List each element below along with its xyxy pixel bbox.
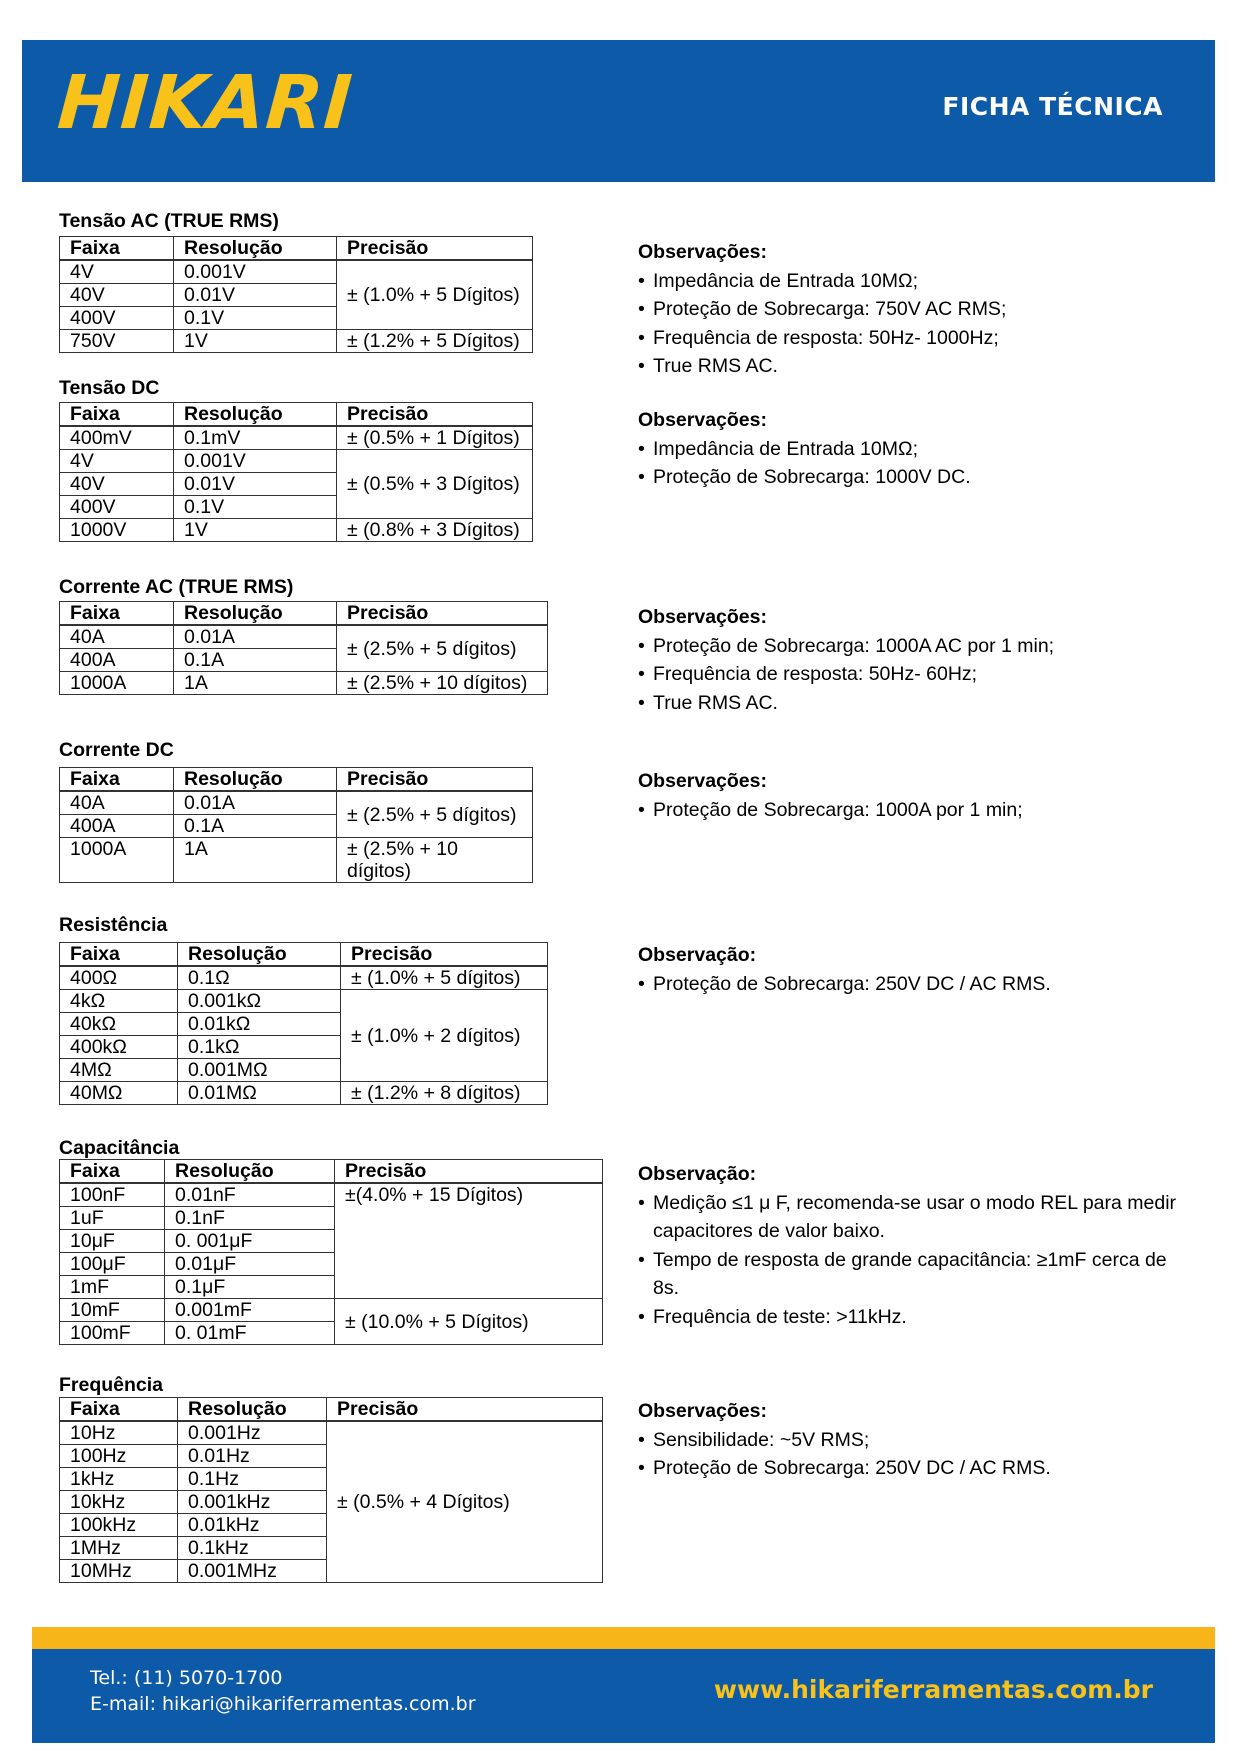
- cell-faixa: 1MHz: [60, 1537, 178, 1560]
- col-faixa: Faixa: [60, 1398, 178, 1422]
- table-row: [60, 990, 548, 1013]
- col-faixa: Faixa: [60, 237, 174, 261]
- cell-faixa: 10Hz: [60, 1421, 178, 1445]
- col-resolucao: Resolução: [174, 602, 337, 626]
- col-resolucao: Resolução: [174, 768, 337, 792]
- cell-precisao: ± (2.5% + 5 dígitos): [337, 791, 533, 838]
- col-resolucao: Resolução: [174, 403, 337, 427]
- cell-resolucao: 0.001V: [174, 450, 337, 473]
- cell-faixa: 40kΩ: [60, 1013, 178, 1036]
- table-row: [60, 1082, 548, 1105]
- table-row: [60, 450, 533, 473]
- cell-precisao: ± (1.0% + 5 dígitos): [341, 966, 548, 990]
- note-item: • Proteção de Sobrecarga: 750V AC RMS;: [638, 295, 1188, 324]
- col-faixa: Faixa: [60, 403, 174, 427]
- table-resistencia: [59, 942, 548, 1105]
- cell-resolucao: 0.001MHz: [178, 1560, 327, 1583]
- cell-resolucao: 0.01μF: [165, 1253, 335, 1276]
- cell-faixa: 10mF: [60, 1299, 165, 1322]
- table-row: [60, 625, 548, 649]
- cell-faixa: 40V: [60, 473, 174, 496]
- cell-faixa: 4kΩ: [60, 990, 178, 1013]
- notes-title: Observações:: [638, 409, 767, 431]
- col-precisao: Precisão: [337, 602, 548, 626]
- table-row: [60, 426, 533, 450]
- section-title-corrente-ac: Corrente AC (TRUE RMS): [59, 576, 294, 598]
- note-item: • Medição ≤1 μ F, recomenda-se usar o modo REL para medir capacitores de valor baixo.: [638, 1189, 1188, 1246]
- cell-faixa: 1000A: [60, 838, 174, 883]
- cell-resolucao: 0.001mF: [165, 1299, 335, 1322]
- table-header-row: [60, 768, 533, 792]
- notes-title: Observações:: [638, 1400, 767, 1422]
- cell-faixa: 100μF: [60, 1253, 165, 1276]
- table-header-row: [60, 1160, 603, 1184]
- cell-resolucao: 0.001kHz: [178, 1491, 327, 1514]
- notes-title: Observações:: [638, 770, 767, 792]
- cell-resolucao: 0.01V: [174, 473, 337, 496]
- header-banner: [22, 40, 1215, 182]
- footer-website-link[interactable]: www.hikariferramentas.com.br: [713, 1675, 1153, 1704]
- notes-title: Observações:: [638, 606, 767, 628]
- notes-tensao-ac: [638, 238, 1188, 381]
- cell-resolucao: 0.01MΩ: [178, 1082, 341, 1105]
- notes-resistencia: [638, 941, 1188, 998]
- col-faixa: Faixa: [60, 602, 174, 626]
- section-title-corrente-dc: Corrente DC: [59, 739, 174, 761]
- cell-resolucao: 0.1kΩ: [178, 1036, 341, 1059]
- cell-faixa: 1000V: [60, 519, 174, 542]
- footer-contact: [90, 1665, 476, 1717]
- cell-resolucao: 0.1Hz: [178, 1468, 327, 1491]
- table-row: [60, 1299, 603, 1322]
- col-faixa: Faixa: [60, 943, 178, 967]
- cell-faixa: 10MHz: [60, 1560, 178, 1583]
- table-row: [60, 260, 533, 284]
- table-row: [60, 966, 548, 990]
- col-precisao: Precisão: [335, 1160, 603, 1184]
- cell-resolucao: 0.01kΩ: [178, 1013, 341, 1036]
- table-row: [60, 1421, 603, 1445]
- cell-resolucao: 0.1μF: [165, 1276, 335, 1299]
- cell-resolucao: 0.1V: [174, 307, 337, 330]
- cell-faixa: 4V: [60, 450, 174, 473]
- col-precisao: Precisão: [337, 403, 533, 427]
- col-precisao: Precisão: [337, 768, 533, 792]
- note-item: • Impedância de Entrada 10MΩ;: [638, 267, 1188, 296]
- col-precisao: Precisão: [337, 237, 533, 261]
- table-row: [60, 1183, 603, 1207]
- section-title-frequencia: Frequência: [59, 1374, 164, 1396]
- cell-resolucao: 0.1A: [174, 815, 337, 838]
- table-row: [60, 838, 533, 883]
- cell-resolucao: 0.1V: [174, 496, 337, 519]
- cell-precisao: ± (2.5% + 10 dígitos): [337, 838, 533, 883]
- note-item: • Proteção de Sobrecarga: 1000A por 1 min;: [638, 796, 1188, 825]
- cell-precisao: ± (2.5% + 5 dígitos): [337, 625, 548, 672]
- cell-resolucao: 0.001MΩ: [178, 1059, 341, 1082]
- note-item: • Frequência de resposta: 50Hz- 1000Hz;: [638, 324, 1188, 353]
- cell-resolucao: 0. 001μF: [165, 1230, 335, 1253]
- cell-resolucao: 1A: [174, 838, 337, 883]
- cell-precisao: ± (10.0% + 5 Dígitos): [335, 1299, 603, 1345]
- cell-resolucao: 0.1kHz: [178, 1537, 327, 1560]
- col-resolucao: Resolução: [178, 943, 341, 967]
- notes-corrente-ac: [638, 603, 1188, 717]
- table-row: [60, 519, 533, 542]
- col-faixa: Faixa: [60, 1160, 165, 1184]
- cell-precisao: ± (0.8% + 3 Dígitos): [337, 519, 533, 542]
- document-title: FICHA TÉCNICA: [942, 92, 1163, 121]
- notes-title: Observação:: [638, 944, 757, 966]
- cell-faixa: 40A: [60, 625, 174, 649]
- note-item: • Proteção de Sobrecarga: 250V DC / AC RMS.: [638, 970, 1188, 999]
- table-tensao-ac: [59, 236, 533, 353]
- cell-faixa: 750V: [60, 330, 174, 353]
- table-capacitancia: [59, 1159, 603, 1345]
- cell-resolucao: 1A: [174, 672, 337, 695]
- cell-resolucao: 0.001Hz: [178, 1421, 327, 1445]
- cell-faixa: 40A: [60, 791, 174, 815]
- cell-faixa: 1000A: [60, 672, 174, 695]
- cell-resolucao: 0.01kHz: [178, 1514, 327, 1537]
- cell-resolucao: 0.01nF: [165, 1183, 335, 1207]
- cell-faixa: 400Ω: [60, 966, 178, 990]
- cell-resolucao: 0. 01mF: [165, 1322, 335, 1345]
- table-header-row: [60, 602, 548, 626]
- cell-faixa: 400mV: [60, 426, 174, 450]
- note-item: • True RMS AC.: [638, 689, 1188, 718]
- table-corrente-ac: [59, 601, 548, 695]
- table-row: [60, 672, 548, 695]
- cell-resolucao: 0.01Hz: [178, 1445, 327, 1468]
- cell-precisao: ± (0.5% + 1 Dígitos): [337, 426, 533, 450]
- col-precisao: Precisão: [341, 943, 548, 967]
- note-item: • True RMS AC.: [638, 352, 1188, 381]
- cell-precisao: ± (2.5% + 10 dígitos): [337, 672, 548, 695]
- cell-faixa: 4MΩ: [60, 1059, 178, 1082]
- footer-phone: Tel.: (11) 5070-1700: [90, 1667, 283, 1689]
- cell-faixa: 100mF: [60, 1322, 165, 1345]
- brand-logo: HIKARI: [54, 60, 356, 146]
- cell-resolucao: 1V: [174, 519, 337, 542]
- note-item: • Tempo de resposta de grande capacitância: ≥1mF cerca de 8s.: [638, 1246, 1188, 1303]
- cell-faixa: 400kΩ: [60, 1036, 178, 1059]
- cell-resolucao: 0.001kΩ: [178, 990, 341, 1013]
- cell-precisao: ± (0.5% + 4 Dígitos): [327, 1421, 603, 1583]
- cell-precisao: ± (1.2% + 8 dígitos): [341, 1082, 548, 1105]
- note-item: • Impedância de Entrada 10MΩ;: [638, 435, 1188, 464]
- cell-faixa: 400V: [60, 496, 174, 519]
- table-row: [60, 791, 533, 815]
- notes-corrente-dc: [638, 767, 1188, 824]
- col-faixa: Faixa: [60, 768, 174, 792]
- cell-resolucao: 0.1mV: [174, 426, 337, 450]
- note-item: • Proteção de Sobrecarga: 1000V DC.: [638, 463, 1188, 492]
- cell-precisao: ± (0.5% + 3 Dígitos): [337, 450, 533, 519]
- table-header-row: [60, 403, 533, 427]
- cell-faixa: 4V: [60, 260, 174, 284]
- note-item: • Sensibilidade: ~5V RMS;: [638, 1426, 1188, 1455]
- table-header-row: [60, 1398, 603, 1422]
- cell-faixa: 400A: [60, 815, 174, 838]
- cell-faixa: 1uF: [60, 1207, 165, 1230]
- cell-faixa: 1kHz: [60, 1468, 178, 1491]
- section-title-resistencia: Resistência: [59, 914, 168, 936]
- notes-title: Observação:: [638, 1163, 757, 1185]
- cell-faixa: 1mF: [60, 1276, 165, 1299]
- cell-faixa: 100kHz: [60, 1514, 178, 1537]
- cell-resolucao: 0.01A: [174, 625, 337, 649]
- cell-faixa: 400V: [60, 307, 174, 330]
- col-resolucao: Resolução: [165, 1160, 335, 1184]
- cell-faixa: 40MΩ: [60, 1082, 178, 1105]
- note-item: • Frequência de teste: >11kHz.: [638, 1303, 1188, 1332]
- col-resolucao: Resolução: [178, 1398, 327, 1422]
- footer-email[interactable]: E-mail: hikari@hikariferramentas.com.br: [90, 1693, 476, 1715]
- cell-faixa: 10kHz: [60, 1491, 178, 1514]
- cell-resolucao: 0.01A: [174, 791, 337, 815]
- cell-resolucao: 1V: [174, 330, 337, 353]
- col-resolucao: Resolução: [174, 237, 337, 261]
- cell-resolucao: 0.1nF: [165, 1207, 335, 1230]
- table-header-row: [60, 943, 548, 967]
- table-header-row: [60, 237, 533, 261]
- footer-banner: [32, 1649, 1215, 1743]
- note-item: • Frequência de resposta: 50Hz- 60Hz;: [638, 660, 1188, 689]
- notes-frequencia: [638, 1397, 1188, 1483]
- cell-resolucao: 0.01V: [174, 284, 337, 307]
- footer-accent-stripe: [32, 1627, 1215, 1649]
- cell-faixa: 40V: [60, 284, 174, 307]
- cell-faixa: 100Hz: [60, 1445, 178, 1468]
- notes-capacitancia: [638, 1160, 1188, 1331]
- notes-tensao-dc: [638, 406, 1188, 492]
- cell-precisao: ±(4.0% + 15 Dígitos): [335, 1183, 603, 1299]
- cell-precisao: ± (1.2% + 5 Dígitos): [337, 330, 533, 353]
- section-title-capacitancia: Capacitância: [59, 1137, 180, 1159]
- cell-faixa: 100nF: [60, 1183, 165, 1207]
- cell-resolucao: 0.1A: [174, 649, 337, 672]
- table-frequencia: [59, 1397, 603, 1583]
- cell-precisao: ± (1.0% + 2 dígitos): [341, 990, 548, 1082]
- cell-faixa: 400A: [60, 649, 174, 672]
- note-item: • Proteção de Sobrecarga: 250V DC / AC RMS.: [638, 1454, 1188, 1483]
- notes-title: Observações:: [638, 241, 767, 263]
- section-title-tensao-ac: Tensão AC (TRUE RMS): [59, 210, 279, 232]
- cell-resolucao: 0.1Ω: [178, 966, 341, 990]
- note-item: • Proteção de Sobrecarga: 1000A AC por 1 min;: [638, 632, 1188, 661]
- col-precisao: Precisão: [327, 1398, 603, 1422]
- table-row: [60, 330, 533, 353]
- cell-precisao: ± (1.0% + 5 Dígitos): [337, 260, 533, 330]
- cell-faixa: 10μF: [60, 1230, 165, 1253]
- cell-resolucao: 0.001V: [174, 260, 337, 284]
- table-corrente-dc: [59, 767, 533, 883]
- table-tensao-dc: [59, 402, 533, 542]
- section-title-tensao-dc: Tensão DC: [59, 377, 160, 399]
